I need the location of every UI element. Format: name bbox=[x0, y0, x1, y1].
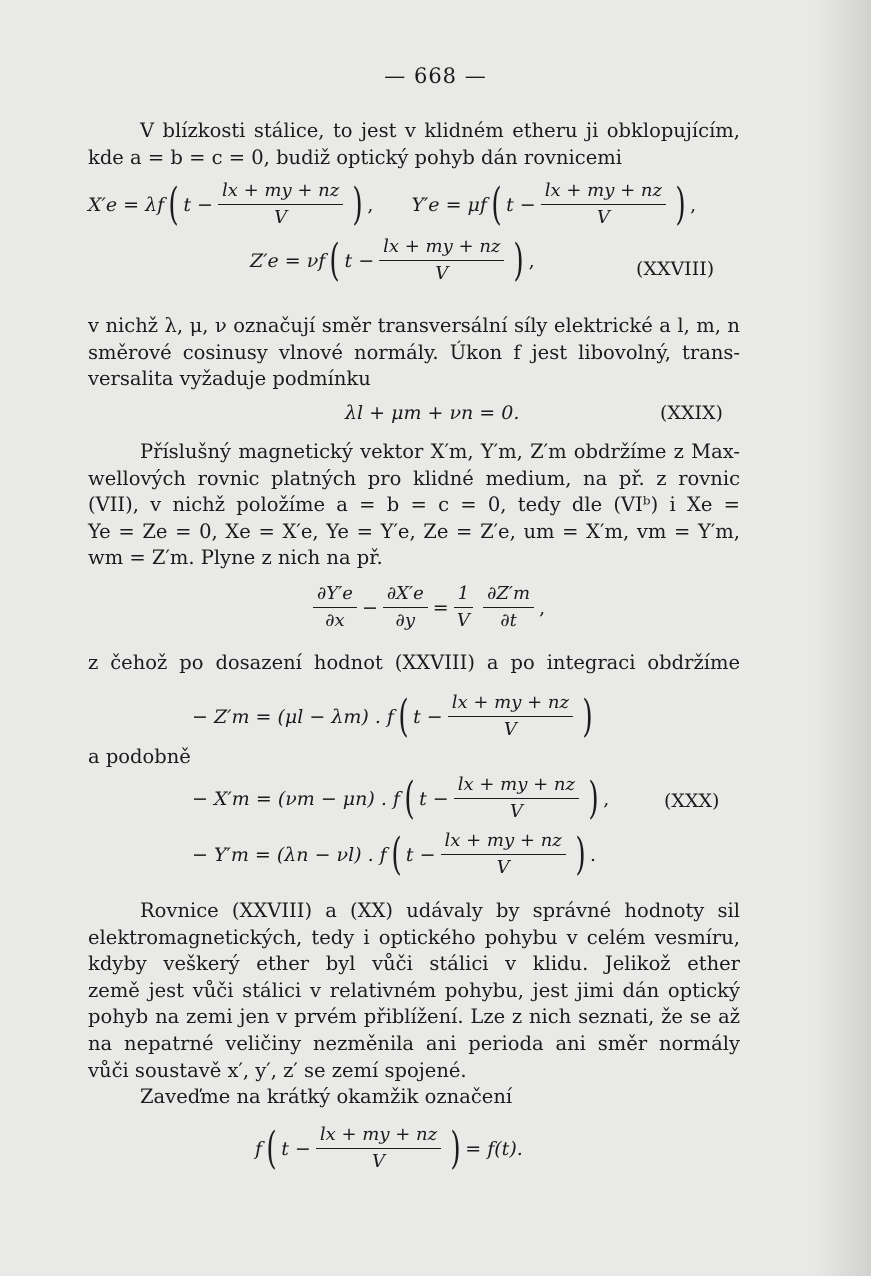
fraction bbox=[483, 583, 534, 632]
paren-right: ) bbox=[588, 772, 599, 824]
fraction-numerator: lx + my + nz bbox=[441, 830, 566, 855]
paragraph-magnetic bbox=[88, 439, 740, 572]
fraction bbox=[218, 180, 343, 229]
fraction-numerator: lx + my + nz bbox=[316, 1124, 441, 1149]
eq-zm-lhs: − Z′m = (μl − λm) . f bbox=[192, 705, 394, 728]
paren-left: ( bbox=[491, 178, 502, 230]
fraction bbox=[454, 774, 579, 823]
text-line: v nichž λ, μ, ν označují směr transversální síly elektrické a l, m, n bbox=[88, 314, 740, 337]
text-line: wellových rovnic platných pro klidné medium, na př. z rovnic bbox=[88, 466, 740, 490]
paren-right: ) bbox=[513, 234, 525, 286]
text-line: země jest vůči stálici v relativném pohybu, jest jimi dán optický bbox=[88, 978, 740, 1002]
fraction-numerator: ∂Y′e bbox=[313, 583, 357, 608]
text-line: V blízkosti stálice, to jest v klidném etheru ji obklopujícím, bbox=[140, 119, 740, 142]
fraction-numerator: 1 bbox=[454, 583, 473, 608]
fraction-denominator: V bbox=[496, 857, 510, 878]
operator: = bbox=[432, 596, 449, 619]
separator: , bbox=[367, 193, 374, 216]
text-line: Ye = Ze = 0, Xe = X′e, Ye = Y′e, Ze = Z′e, um = X′m, vm = Y′m, bbox=[88, 519, 740, 543]
eq-t-minus: t − bbox=[183, 193, 213, 216]
paren-right: ) bbox=[675, 178, 686, 230]
fraction-numerator: lx + my + nz bbox=[218, 180, 343, 205]
eq-t-minus: t − bbox=[344, 249, 375, 272]
eq-t-minus: t − bbox=[506, 193, 536, 216]
equation-tag-xxix: (XXIX) bbox=[660, 402, 723, 424]
text-line: směrové cosinusy vlnové normály. Úkon f jest libovolný, trans- bbox=[88, 340, 740, 364]
equation-tag-xxx: (XXX) bbox=[664, 790, 720, 812]
fraction-denominator: ∂x bbox=[325, 610, 345, 631]
eq-ym-lhs: − Y′m = (λn − νl) . f bbox=[192, 843, 387, 866]
fraction-denominator: V bbox=[435, 263, 449, 284]
eq-xm-lhs: − X′m = (νm − μn) . f bbox=[192, 787, 400, 810]
eq-ze-lhs: Z′e = νf bbox=[250, 249, 326, 272]
fraction-numerator: lx + my + nz bbox=[454, 774, 579, 799]
fraction-numerator: lx + my + nz bbox=[379, 236, 504, 261]
fraction-denominator: V bbox=[274, 207, 288, 228]
text-line: elektromagnetických, tedy i optického pohybu v celém vesmíru, bbox=[88, 925, 740, 949]
equation-xm bbox=[192, 774, 609, 823]
separator: , bbox=[539, 596, 546, 619]
fraction-numerator: ∂X′e bbox=[383, 583, 428, 608]
text-line: kdyby veškerý ether byl vůči stálici v klidu. Jelikož ether bbox=[88, 952, 740, 976]
paren-left: ( bbox=[266, 1122, 277, 1174]
text-line: na nepatrné veličiny nezměnila ani perioda ani směr normály bbox=[88, 1031, 740, 1055]
page-number: — 668 — bbox=[384, 64, 487, 88]
eq-xxix-expr: λl + μm + νn = 0. bbox=[345, 402, 520, 424]
paren-right: ) bbox=[450, 1122, 461, 1174]
paren-left: ( bbox=[168, 178, 179, 230]
paragraph-intro bbox=[88, 118, 740, 171]
paren-right: ) bbox=[575, 828, 586, 880]
separator: , bbox=[603, 787, 610, 810]
fraction-denominator: V bbox=[509, 801, 523, 822]
text-line: kde a = b = c = 0, budiž optický pohyb dán rovnicemi bbox=[88, 145, 622, 169]
fraction bbox=[316, 1124, 441, 1173]
fraction bbox=[383, 583, 428, 632]
fraction-numerator: lx + my + nz bbox=[448, 692, 573, 717]
fraction-denominator: V bbox=[371, 1151, 385, 1172]
separator: , bbox=[528, 249, 535, 272]
eq-t-minus: t − bbox=[405, 843, 436, 866]
fraction-denominator: V bbox=[596, 207, 610, 228]
text-line: versalita vyžaduje podmínku bbox=[88, 367, 371, 391]
operator: − bbox=[361, 596, 378, 619]
equation-tag-xxviii: (XXVIII) bbox=[636, 258, 715, 280]
fraction bbox=[313, 583, 357, 632]
eq-f: f bbox=[255, 1137, 263, 1160]
paragraph-notation bbox=[88, 1084, 740, 1111]
eq-t-minus: t − bbox=[281, 1137, 311, 1160]
equation-ft bbox=[255, 1124, 523, 1173]
paragraph-integration bbox=[88, 650, 740, 677]
text-a-podobne: a podobně bbox=[88, 745, 191, 768]
paragraph-transversal bbox=[88, 313, 740, 393]
paren-left: ( bbox=[391, 828, 402, 880]
fraction-denominator: ∂y bbox=[395, 610, 416, 631]
fraction bbox=[379, 236, 504, 285]
fraction-numerator: ∂Z′m bbox=[483, 583, 534, 608]
eq-ye-lhs: Y′e = μf bbox=[411, 193, 487, 216]
fraction bbox=[448, 692, 573, 741]
paren-left: ( bbox=[404, 772, 415, 824]
eq-t-minus: t − bbox=[413, 705, 443, 728]
eq-xe-lhs: X′e = λf bbox=[88, 193, 165, 216]
text-line: Zaveďme na krátký okamžik označení bbox=[140, 1085, 513, 1108]
text-line: pohyb na zemi jen v prvém přiblížení. Lze z nich seznati, že se až bbox=[88, 1005, 740, 1029]
paren-left: ( bbox=[398, 690, 409, 742]
equation-xe-ye bbox=[88, 180, 696, 229]
fraction bbox=[454, 583, 473, 632]
paren-right: ) bbox=[582, 690, 593, 742]
separator: , bbox=[690, 193, 697, 216]
fraction-numerator: lx + my + nz bbox=[541, 180, 666, 205]
equation-zm bbox=[192, 692, 597, 741]
fraction-denominator: ∂t bbox=[500, 610, 517, 631]
page-shadow bbox=[811, 0, 871, 1276]
eq-ft-rhs: = f(t). bbox=[465, 1137, 523, 1160]
text-line: wm = Z′m. Plyne z nich na př. bbox=[88, 546, 383, 570]
text-line: Příslušný magnetický vektor X′m, Y′m, Z′m obdržíme z Max- bbox=[140, 440, 740, 463]
equation-curl bbox=[308, 583, 545, 632]
fraction bbox=[441, 830, 566, 879]
paren-right: ) bbox=[352, 178, 363, 230]
equation-ze bbox=[250, 236, 535, 285]
equation-ym bbox=[192, 830, 596, 879]
fraction-denominator: V bbox=[503, 719, 517, 740]
text-line: (VII), v nichž položíme a = b = c = 0, tedy dle (VIᵇ) i Xe = bbox=[88, 493, 740, 517]
separator: . bbox=[589, 843, 596, 866]
paren-left: ( bbox=[329, 234, 341, 286]
eq-t-minus: t − bbox=[419, 787, 449, 810]
text-line: vůči soustavě x′, y′, z′ se zemí spojené. bbox=[88, 1058, 467, 1082]
equation-xxix bbox=[345, 402, 519, 424]
text-line: z čehož po dosazení hodnot (XXVIII) a po integraci obdržíme bbox=[88, 651, 740, 674]
fraction-denominator: V bbox=[456, 610, 470, 631]
text-line: Rovnice (XXVIII) a (XX) udávaly by správné hodnoty sil bbox=[140, 899, 740, 922]
paragraph-earth-motion bbox=[88, 898, 740, 1084]
fraction bbox=[541, 180, 666, 229]
